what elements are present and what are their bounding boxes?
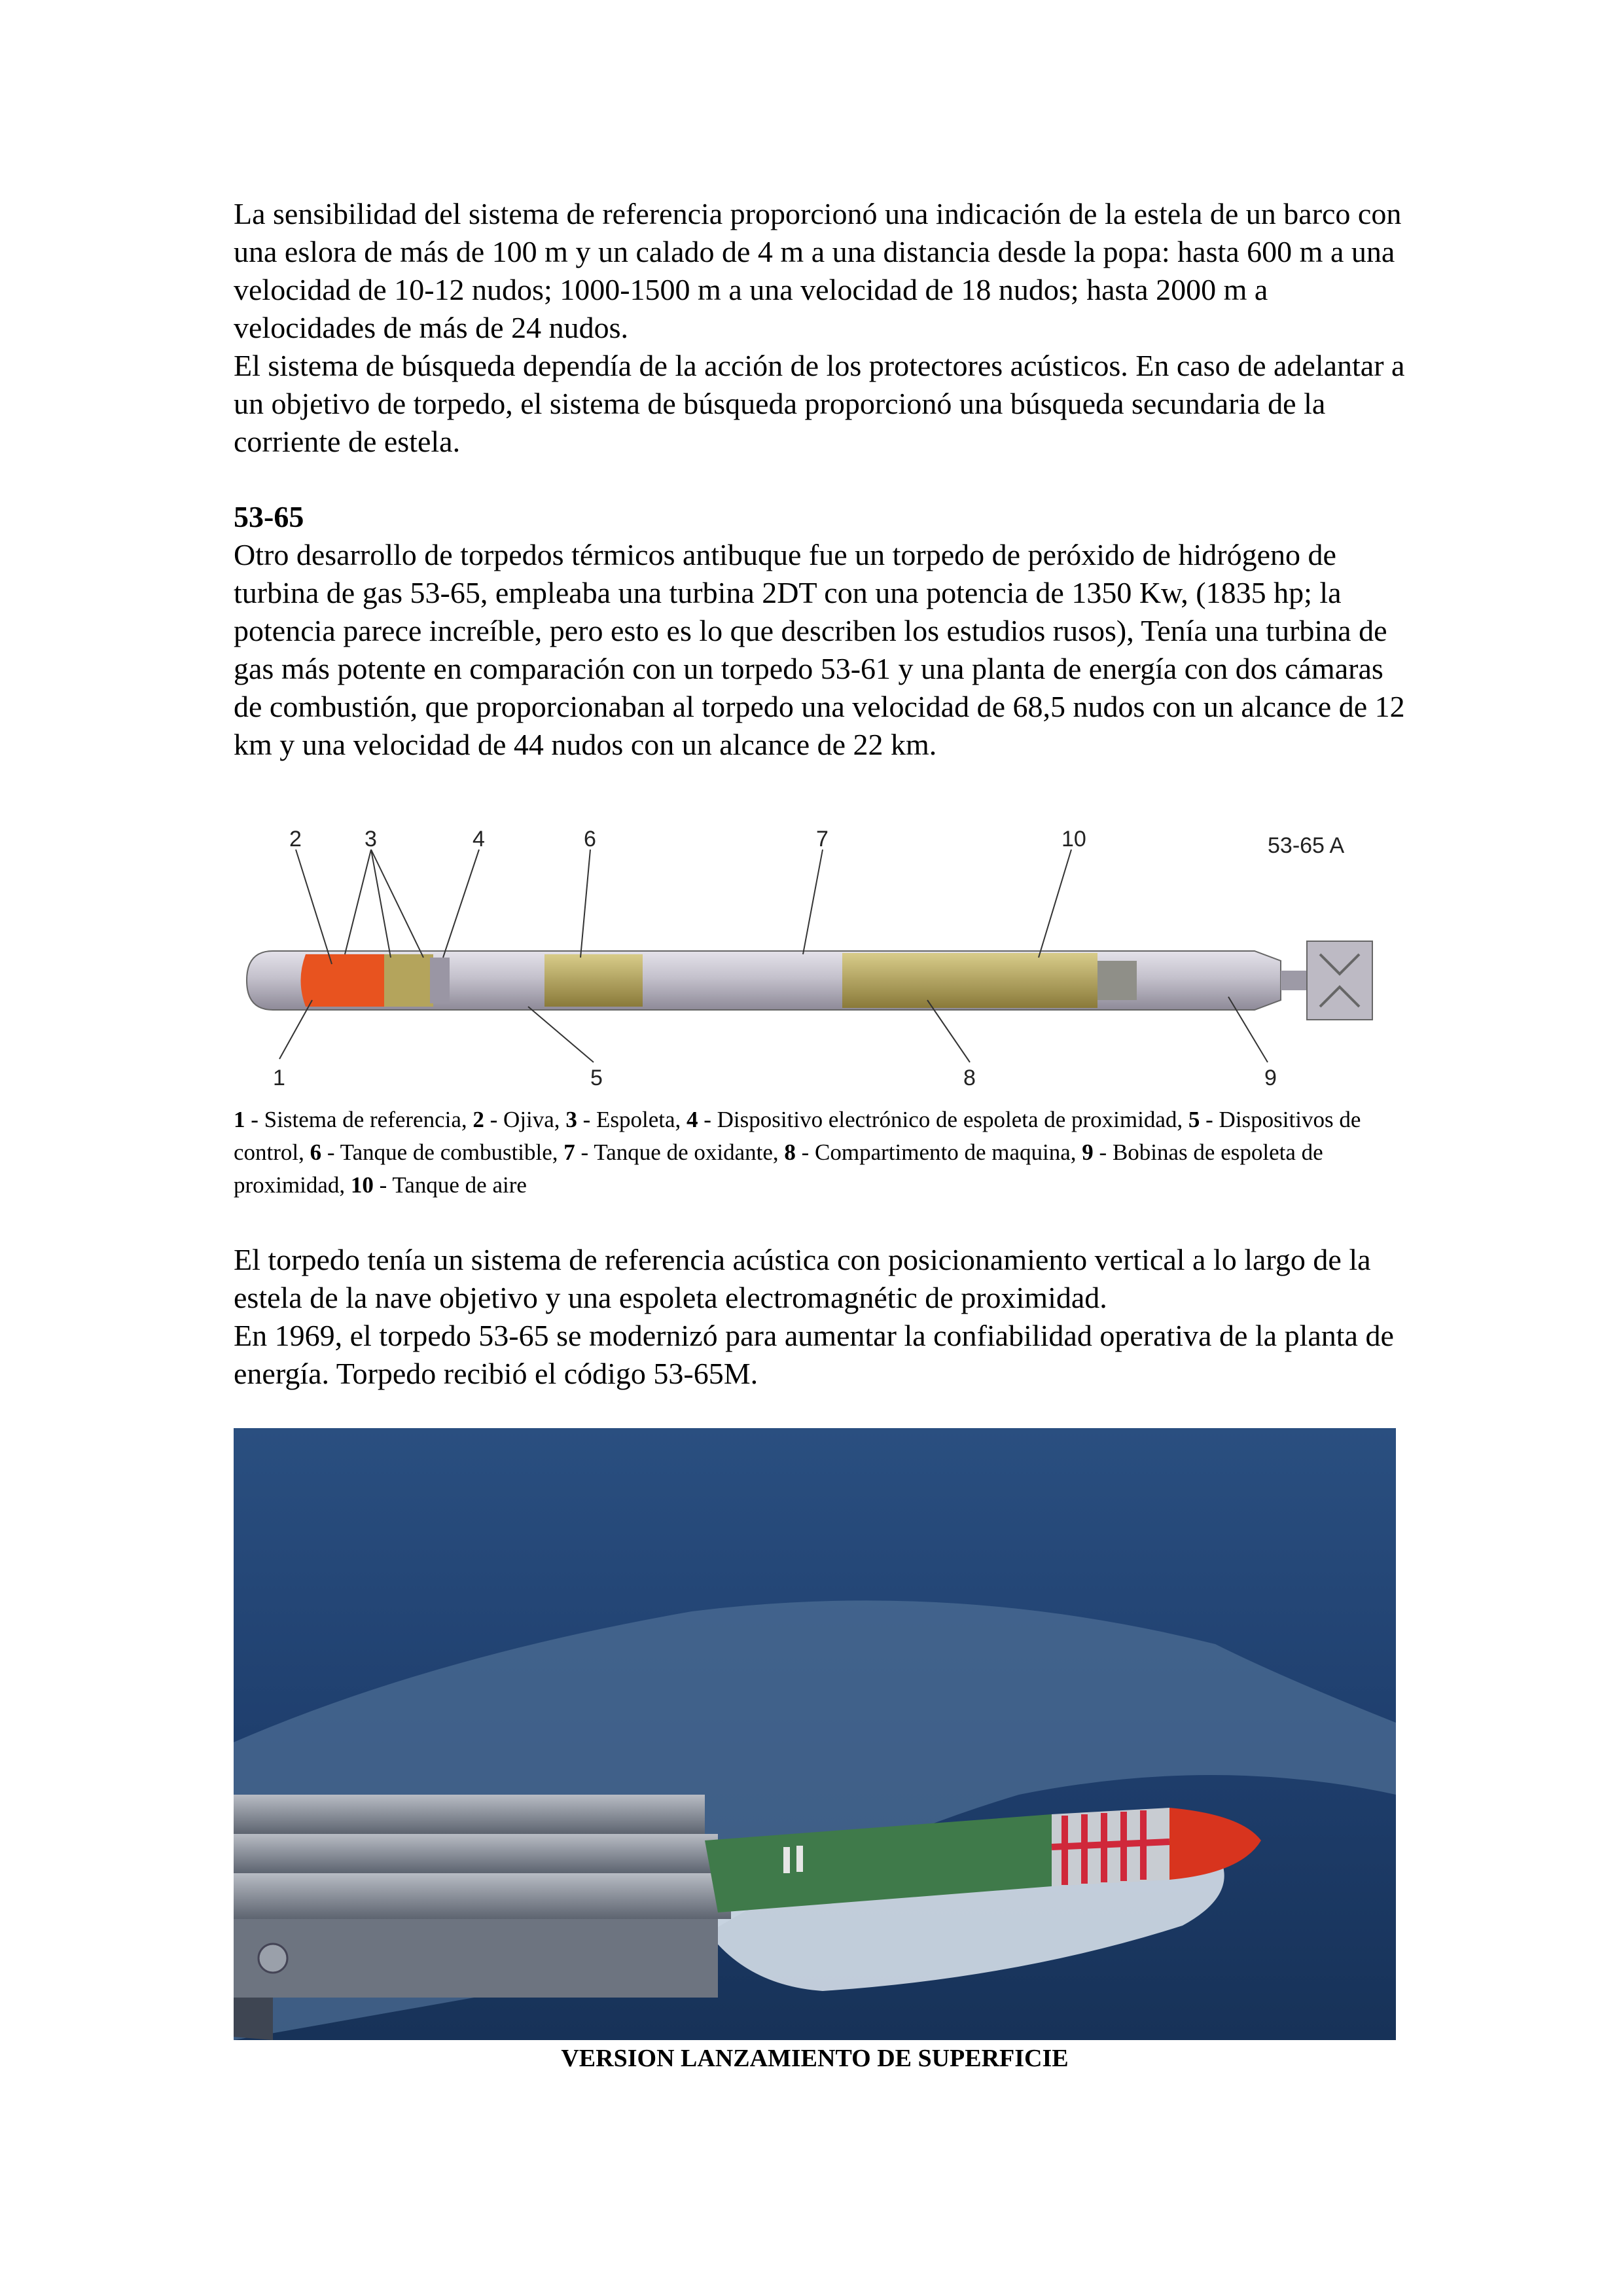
label-3: 3 (365, 827, 377, 852)
label-7: 7 (816, 827, 829, 852)
paragraph-wake-sensitivity: La sensibilidad del sistema de referencia proporcionó una indicación de la estela de un barco con una eslora de más de 100 m y un calado de 4 m a una distancia desde la popa: hasta 600 m a una velocidad de 10-12 nudos; 1000-1500 m a una velocidad de 18 nudos; hasta 2000 m a velocidades de más de 24 nudos. (234, 197, 1402, 344)
label-1: 1 (273, 1066, 285, 1090)
caption-text-1: - Sistema de referencia, (245, 1107, 473, 1132)
label-5: 5 (590, 1066, 603, 1090)
engine-compartment-section (842, 953, 1097, 1008)
caption-number-3: 3 (565, 1107, 577, 1132)
fuel-tank-section (544, 954, 643, 1007)
paragraph-homing-system: El torpedo tenía un sistema de referencia acústica con posicionamiento vertical a lo largo de la estela de la nave objetivo y una espoleta electromagnétic de proximidad. (234, 1243, 1371, 1314)
electronics-section (430, 958, 450, 1003)
caption-number-5: 5 (1188, 1107, 1200, 1132)
caption-text-3: - Espoleta, (577, 1107, 687, 1132)
fuse-section (384, 954, 433, 1007)
section-heading: 53-65 (234, 500, 304, 533)
caption-text-10: - Tanque de aire (373, 1172, 527, 1198)
label-9: 9 (1264, 1066, 1277, 1090)
diagram-caption (234, 1103, 1393, 1202)
caption-text-8: - Compartimento de maquina, (795, 1139, 1082, 1165)
propeller-shaft (1281, 971, 1307, 990)
torpedo-launch-photo (234, 1428, 1396, 2040)
caption-text-2: - Ojiva, (484, 1107, 566, 1132)
engine-detail (1097, 961, 1137, 1000)
torpedo-cutaway-diagram (234, 823, 1385, 1098)
caption-text-9: - Bobinas de espoleta de proximidad, (234, 1139, 1323, 1198)
caption-number-2: 2 (473, 1107, 484, 1132)
photo-caption: VERSION LANZAMIENTO DE SUPERFICIE (561, 2045, 1069, 2072)
paragraph-53-65-description: Otro desarrollo de torpedos térmicos antibuque fue un torpedo de peróxido de hidrógeno de turbina de gas 53-65, empleaba una turbina 2DT con una potencia de 1350 Kw, (1835 hp; la potencia parece increíble, pero esto es lo que describen los estudios rusos), Tenía una turbina de gas más potente en comparación con un torpedo 53-61 y una planta de energía con dos cámaras de combustión, que proporcionaban al torpedo una velocidad de 68,5 nudos con un alcance de 12 km y una velocidad de 44 nudos con un alcance de 22 km. (234, 538, 1405, 761)
label-10: 10 (1061, 827, 1086, 852)
label-6: 6 (584, 827, 596, 852)
caption-number-1: 1 (234, 1107, 245, 1132)
diagram-model-label: 53-65 A (1268, 833, 1345, 858)
paragraph-modernization: En 1969, el torpedo 53-65 se modernizó para aumentar la confiabilidad operativa de la planta de energía. Torpedo recibió el código 53-65M. (234, 1319, 1394, 1390)
caption-number-4: 4 (687, 1107, 698, 1132)
label-2: 2 (289, 827, 302, 852)
caption-number-9: 9 (1082, 1139, 1094, 1165)
paragraph-search-system: El sistema de búsqueda dependía de la acción de los protectores acústicos. En caso de adelantar a un objetivo de torpedo, el sistema de búsqueda proporcionó una búsqueda secundaria de la corriente de estela. (234, 349, 1405, 458)
caption-text-6: - Tanque de combustible, (321, 1139, 564, 1165)
caption-number-10: 10 (350, 1172, 374, 1198)
caption-text-7: - Tanque de oxidante, (575, 1139, 785, 1165)
caption-number-6: 6 (310, 1139, 322, 1165)
caption-number-8: 8 (784, 1139, 796, 1165)
caption-number-7: 7 (563, 1139, 575, 1165)
torpedo-launcher (234, 1795, 731, 1998)
label-4: 4 (473, 827, 485, 852)
label-8: 8 (963, 1066, 976, 1090)
caption-text-5: - Dispositivos de control, (234, 1107, 1361, 1165)
caption-text-4: - Dispositivo electrónico de espoleta de proximidad, (698, 1107, 1188, 1132)
tail-fins (1307, 941, 1372, 1020)
